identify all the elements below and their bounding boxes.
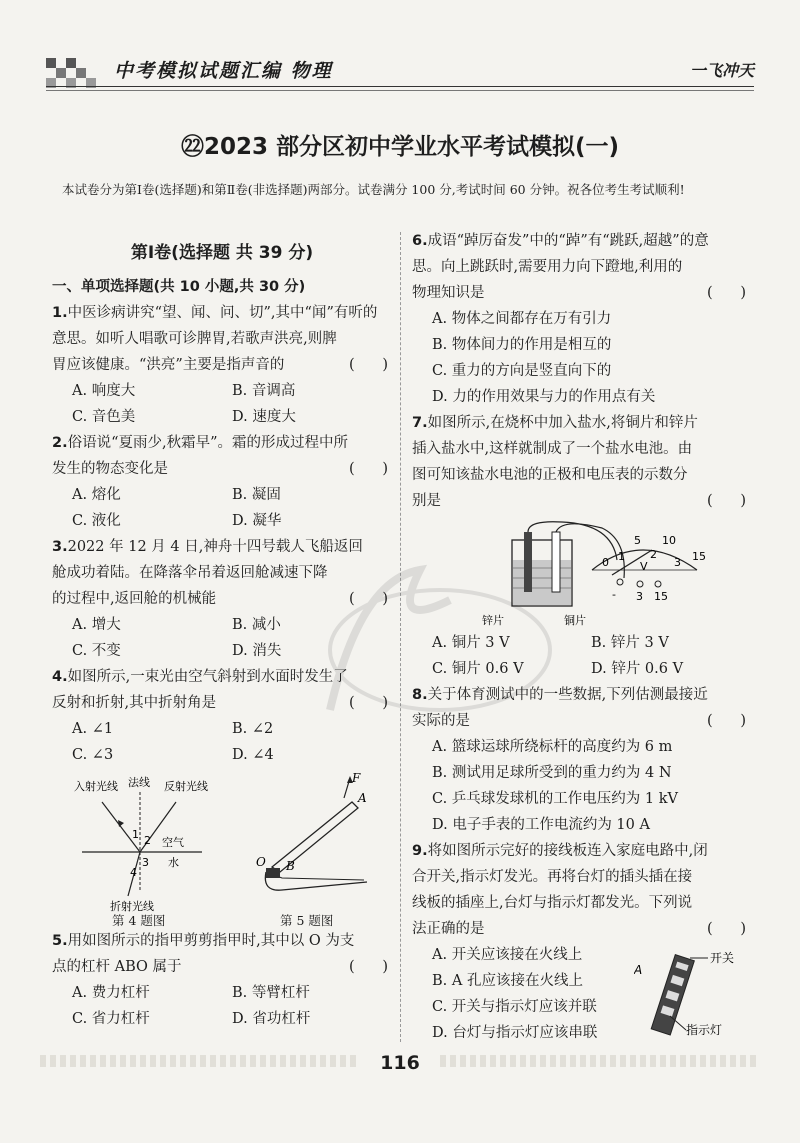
question-stem-line: 思。向上跳跃时,需要用力向下蹬地,利用的 <box>412 259 683 275</box>
refracted-ray-label: 折射光线 <box>110 900 154 912</box>
question-stem-line: 胃应该健康。“洪亮”主要是指声音的 <box>52 357 285 373</box>
question-stem-line: 实际的是 <box>412 713 470 729</box>
terminal-3-label: 3 <box>636 590 643 603</box>
option-b[interactable]: B. ∠2 <box>232 721 274 737</box>
question-stem-line: 俗语说“夏雨少,秋霜早”。霜的形成过程中所 <box>67 435 349 451</box>
checker-pattern-icon <box>46 58 102 88</box>
question-stem-line: 舱成功着陆。在降落伞吊着返回舱减速下降 <box>52 565 328 581</box>
question-stem-line: 成语“踔厉奋发”中的“踔”有“跳跃,超越”的意 <box>427 233 709 249</box>
angle-4-label: 4 <box>130 866 137 879</box>
question-7 <box>412 410 750 682</box>
option-c[interactable]: C. 不变 <box>72 643 121 659</box>
brand-logo-text: 一飞冲天 <box>689 61 754 80</box>
figure-5-caption: 第 5 题图 <box>280 913 334 928</box>
question-stem-line: 中医诊病讲究“望、闻、问、切”,其中“闻”有听的 <box>67 305 378 321</box>
question-stem-line: 法正确的是 <box>412 921 485 937</box>
option-d[interactable]: D. 电子手表的工作电流约为 10 A <box>432 817 650 833</box>
force-f-label: F <box>352 772 361 785</box>
water-label: 水 <box>168 856 179 869</box>
option-c[interactable]: C. 重力的方向是竖直向下的 <box>432 363 612 379</box>
question-number: 8. <box>412 687 428 703</box>
answer-blank[interactable]: ( ) <box>707 713 746 729</box>
option-d[interactable]: D. 速度大 <box>232 409 296 425</box>
angle-1-label: 1 <box>132 828 139 841</box>
option-d[interactable]: D. 台灯与指示灯应该串联 <box>432 1025 598 1041</box>
switch-label: 开关 <box>710 951 735 965</box>
option-a[interactable]: A. 增大 <box>72 617 121 633</box>
option-d[interactable]: D. 锌片 0.6 V <box>591 661 684 677</box>
scale-tick-0: 0 <box>602 556 609 569</box>
question-number: 3. <box>52 539 68 555</box>
question-stem-line: 线板的插座上,台灯与指示灯都发光。下列说 <box>412 895 693 911</box>
option-b[interactable]: B. 减小 <box>232 617 281 633</box>
page-number: 116 <box>380 1052 420 1074</box>
option-c[interactable]: C. 音色美 <box>72 409 136 425</box>
answer-blank[interactable]: ( ) <box>349 461 388 477</box>
option-a[interactable]: A. 篮球运球所绕标杆的高度约为 6 m <box>432 739 673 755</box>
header-rule-thin <box>46 90 754 91</box>
scale-tick-10: 10 <box>662 534 676 547</box>
question-number: 9. <box>412 843 428 859</box>
question-8 <box>412 682 750 838</box>
scale-tick-2: 2 <box>650 548 657 561</box>
right-column <box>412 228 750 1046</box>
question-number: 2. <box>52 435 68 451</box>
option-a[interactable]: A. 铜片 3 V <box>432 635 510 651</box>
option-d[interactable]: D. 力的作用效果与力的作用点有关 <box>432 389 656 405</box>
indicator-light-label: 指示灯 <box>686 1023 723 1036</box>
question-number: 7. <box>412 415 428 431</box>
header-rule <box>46 86 754 87</box>
option-a[interactable]: A. ∠1 <box>72 721 114 737</box>
question-3 <box>52 534 392 664</box>
answer-blank[interactable]: ( ) <box>707 285 746 301</box>
question-4 <box>52 664 392 768</box>
option-d[interactable]: D. 消失 <box>232 643 282 659</box>
terminal-minus-label: - <box>612 588 616 601</box>
question-2 <box>52 430 392 534</box>
scale-tick-15: 15 <box>692 550 706 563</box>
question-stem-line: 意思。如听人唱歌可诊脾胃,若歌声洪亮,则脾 <box>52 331 337 347</box>
option-c[interactable]: C. 开关与指示灯应该并联 <box>432 999 597 1015</box>
normal-label: 法线 <box>128 776 150 789</box>
answer-blank[interactable]: ( ) <box>707 493 746 509</box>
option-b[interactable]: B. 凝固 <box>232 487 281 503</box>
option-c[interactable]: C. ∠3 <box>72 747 114 763</box>
page-header <box>46 52 754 92</box>
question-stem-line: 如图所示,在烧杯中加入盐水,将铜片和锌片 <box>427 415 698 431</box>
question-stem-line: 合开关,指示灯发光。再将台灯的插头插在接 <box>412 869 693 885</box>
option-a[interactable]: A. 物体之间都存在万有引力 <box>432 311 612 327</box>
option-b[interactable]: B. 锌片 3 V <box>591 635 669 651</box>
angle-2-label: 2 <box>144 834 151 847</box>
exam-instructions: 本试卷分为第Ⅰ卷(选择题)和第Ⅱ卷(非选择题)两部分。试卷满分 100 分,考试时间 60 分钟。祝各位考生考试顺利! <box>62 182 685 197</box>
point-o-label: O <box>256 855 266 869</box>
hole-a-label: A <box>634 963 643 977</box>
figures-4-5 <box>52 768 392 928</box>
question-number: 5. <box>52 933 68 949</box>
question-stem-line: 的过程中,返回舱的机械能 <box>52 591 217 607</box>
section-title: 第Ⅰ卷(选择题 共 39 分) <box>130 243 314 263</box>
question-9 <box>412 838 750 1046</box>
option-a[interactable]: A. 开关应该接在火线上 <box>432 947 583 963</box>
exam-title: ㉒2023 部分区初中学业水平考试模拟(一) <box>180 134 620 160</box>
figure-4-caption: 第 4 题图 <box>112 913 166 928</box>
option-a[interactable]: A. 响度大 <box>72 383 136 399</box>
option-a[interactable]: A. 费力杠杆 <box>72 985 150 1001</box>
question-stem-line: 2022 年 12 月 4 日,神舟十四号载人飞船返回 <box>67 539 363 555</box>
question-number: 4. <box>52 669 68 685</box>
question-stem-line: 关于体育测试中的一些数据,下列估测最接近 <box>427 687 708 703</box>
question-number: 1. <box>52 305 68 321</box>
book-title: 中考模拟试题汇编 物理 <box>114 60 333 82</box>
question-5 <box>52 928 392 1032</box>
scale-tick-1: 1 <box>618 550 625 563</box>
power-strip-diagram <box>634 946 754 1036</box>
answer-blank[interactable]: ( ) <box>349 591 388 607</box>
option-b[interactable]: B. A 孔应该接在火线上 <box>432 973 583 989</box>
terminal-15-label: 15 <box>654 590 668 603</box>
zinc-plate-label: 锌片 <box>482 614 504 627</box>
question-stem-line: 如图所示,一束光由空气斜射到水面时发生了 <box>67 669 348 685</box>
question-stem-line: 插入盐水中,这样就制成了一个盐水电池。由 <box>412 441 693 457</box>
question-stem-line: 发生的物态变化是 <box>52 461 168 477</box>
answer-blank[interactable]: ( ) <box>349 695 388 711</box>
question-stem-line: 将如图所示完好的接线板连入家庭电路中,闭 <box>427 843 708 859</box>
question-6 <box>412 228 750 410</box>
question-stem-line: 别是 <box>412 493 441 509</box>
scale-tick-3: 3 <box>674 556 681 569</box>
option-c[interactable]: C. 乒乓球发球机的工作电压约为 1 kV <box>432 791 678 807</box>
copper-plate-label: 铜片 <box>564 614 586 627</box>
voltmeter-v-label: V <box>640 560 648 573</box>
option-b[interactable]: B. 物体间力的作用是相互的 <box>432 337 612 353</box>
option-c[interactable]: C. 省力杠杆 <box>72 1011 150 1027</box>
part-heading: 一、单项选择题(共 10 小题,共 30 分) <box>52 279 306 295</box>
left-column <box>52 236 392 1032</box>
question-stem-line: 点的杠杆 ABO 属于 <box>52 959 182 975</box>
option-d[interactable]: D. 凝华 <box>232 513 282 529</box>
air-label: 空气 <box>162 836 184 849</box>
option-b[interactable]: B. 测试用足球所受到的重力约为 4 N <box>432 765 672 781</box>
point-a-label: A <box>358 791 367 805</box>
option-c[interactable]: C. 铜片 0.6 V <box>432 661 524 677</box>
question-number: 6. <box>412 233 428 249</box>
refraction-diagram <box>72 772 242 912</box>
incident-ray-label: 入射光线 <box>74 780 118 793</box>
option-a[interactable]: A. 熔化 <box>72 487 121 503</box>
option-b[interactable]: B. 音调高 <box>232 383 296 399</box>
option-d[interactable]: D. 省功杠杆 <box>232 1011 311 1027</box>
nail-clipper-diagram <box>252 772 382 902</box>
option-c[interactable]: C. 液化 <box>72 513 121 529</box>
option-b[interactable]: B. 等臂杠杆 <box>232 985 310 1001</box>
scale-tick-5: 5 <box>634 534 641 547</box>
answer-blank[interactable]: ( ) <box>349 357 388 373</box>
option-d[interactable]: D. ∠4 <box>232 747 274 763</box>
reflected-ray-label: 反射光线 <box>164 780 208 793</box>
answer-blank[interactable]: ( ) <box>707 921 746 937</box>
question-stem-line: 图可知该盐水电池的正极和电压表的示数分 <box>412 467 688 483</box>
salt-water-battery-diagram <box>412 520 712 630</box>
answer-blank[interactable]: ( ) <box>349 959 388 975</box>
angle-3-label: 3 <box>142 856 149 869</box>
question-stem-line: 物理知识是 <box>412 285 485 301</box>
question-1 <box>52 300 392 430</box>
point-b-label: B <box>286 859 295 873</box>
question-stem-line: 反射和折射,其中折射角是 <box>52 695 217 711</box>
question-stem-line: 用如图所示的指甲剪剪指甲时,其中以 O 为支 <box>67 933 355 949</box>
